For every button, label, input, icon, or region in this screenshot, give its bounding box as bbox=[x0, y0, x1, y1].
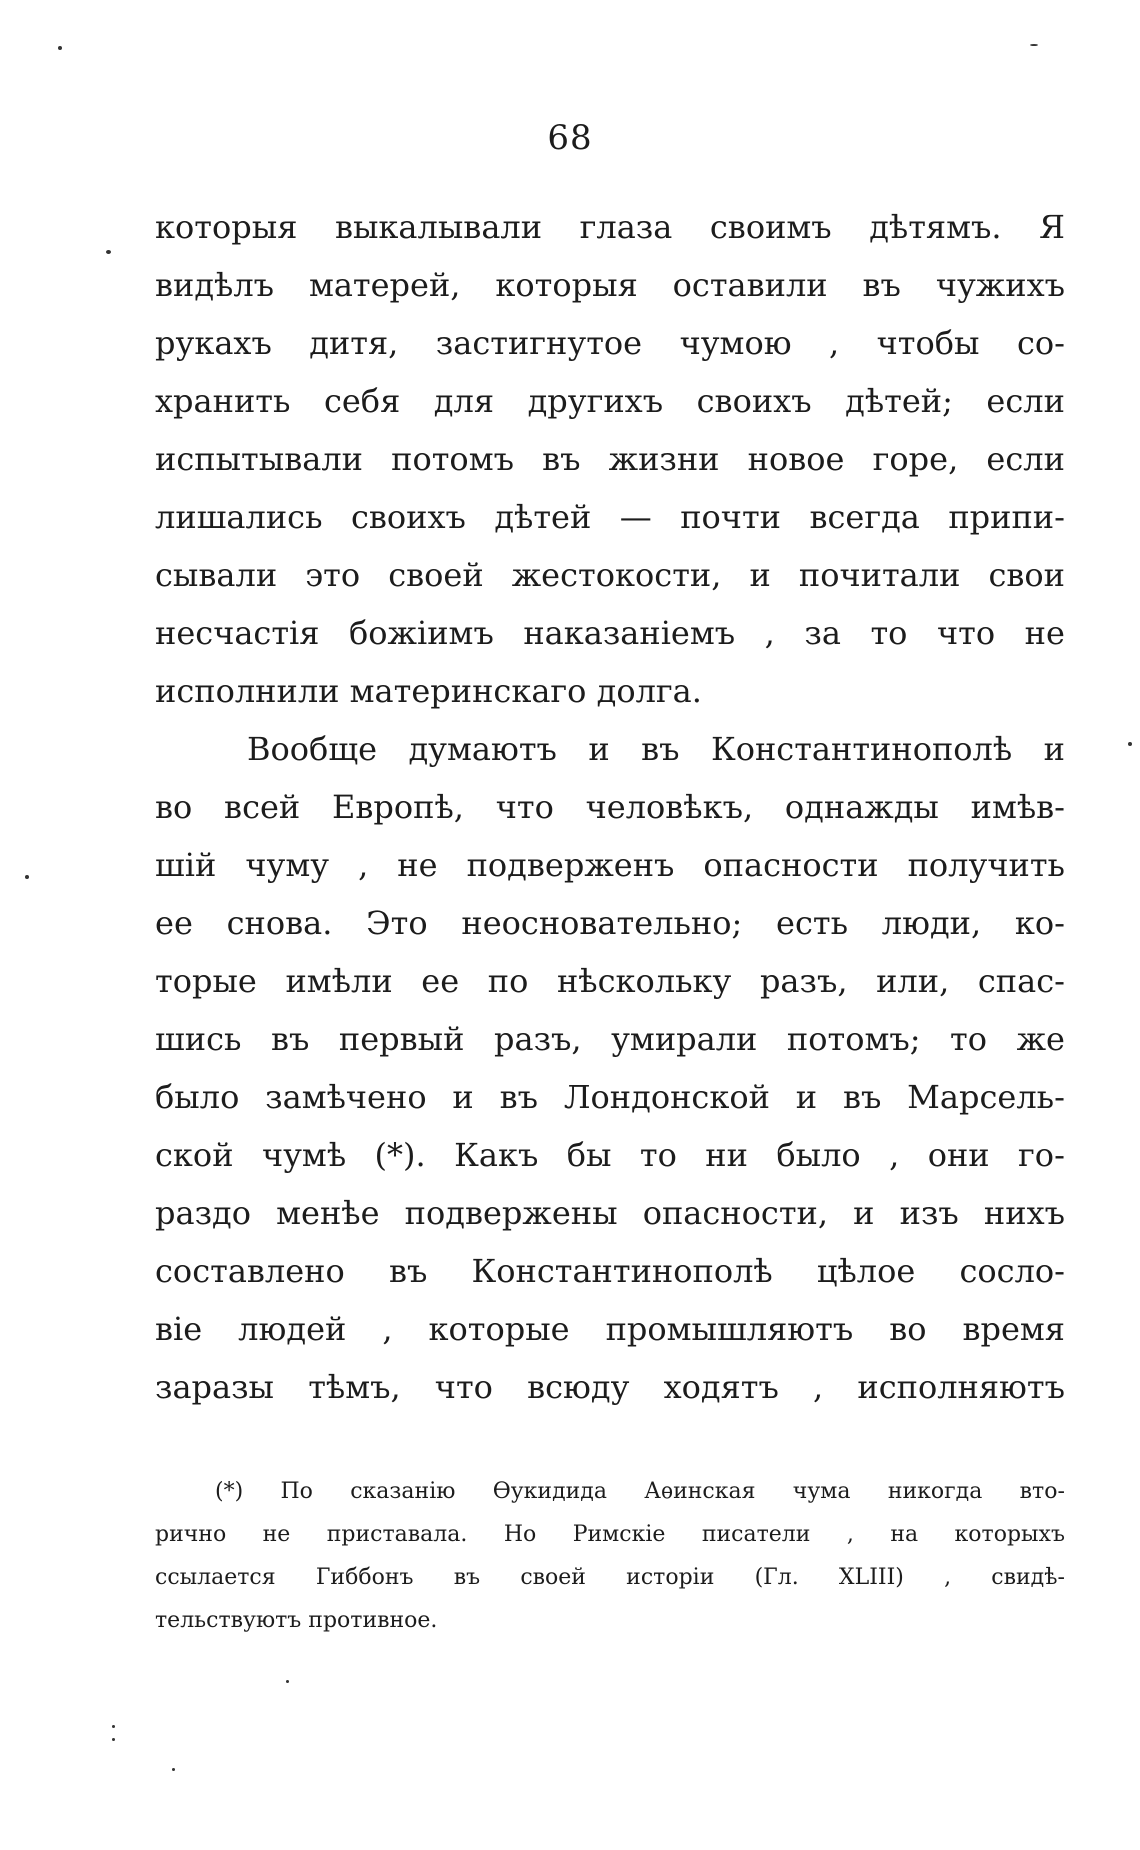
page-number: 68 bbox=[547, 118, 593, 158]
text-line: которыя выкалывали глаза своимъ дѣтямъ. Я bbox=[155, 208, 1065, 246]
text-line: хранить себя для другихъ своихъ дѣтей; если bbox=[155, 382, 1065, 420]
footnote bbox=[155, 1470, 1065, 1642]
text-line: несчастія божіимъ наказаніемъ , за то что не bbox=[155, 614, 1065, 652]
text-line: сывали это своей жестокости, и почитали свои bbox=[155, 556, 1065, 594]
text-line: испытывали потомъ въ жизни новое горе, если bbox=[155, 440, 1065, 478]
text-line: видѣлъ матерей, которыя оставили въ чужихъ bbox=[155, 266, 1065, 304]
scan-speck bbox=[106, 250, 111, 254]
text-line: рукахъ дитя, застигнутое чумою , чтобы со- bbox=[155, 324, 1065, 362]
main-text bbox=[155, 198, 1065, 1416]
scan-speck bbox=[112, 1738, 115, 1741]
text-line: лишались своихъ дѣтей — почти всегда припи- bbox=[155, 498, 1065, 536]
text-line: во всей Европѣ, что человѣкъ, однажды имѣв- bbox=[155, 788, 1065, 826]
footnote-line: рично не приставала. Но Римскіе писатели , на которыхъ bbox=[155, 1522, 1065, 1547]
scan-speck bbox=[1030, 44, 1038, 46]
text-line: раздо менѣе подвержены опасности, и изъ нихъ bbox=[155, 1194, 1065, 1232]
text-line: торые имѣли ее по нѣскольку разъ, или, спас- bbox=[155, 962, 1065, 1000]
text-line: ской чумѣ (*). Какъ бы то ни было , они го- bbox=[155, 1136, 1065, 1174]
text-line: шій чуму , не подверженъ опасности получить bbox=[155, 846, 1065, 884]
footnote-line: ссылается Гиббонъ въ своей исторіи (Гл. XLIII) , свидѣ- bbox=[155, 1565, 1065, 1590]
paragraph-1 bbox=[155, 198, 1065, 720]
text-line: заразы тѣмъ, что всюду ходятъ , исполняютъ bbox=[155, 1368, 1065, 1406]
scan-speck bbox=[172, 1768, 175, 1771]
text-line: было замѣчено и въ Лондонской и въ Марсель- bbox=[155, 1078, 1065, 1116]
text-line: ее снова. Это неосновательно; есть люди, ко- bbox=[155, 904, 1065, 942]
footnote-line: (*) По сказанію Ѳукидида Аѳинская чума никогда вто- bbox=[215, 1479, 1065, 1504]
scan-speck bbox=[112, 1725, 115, 1728]
text-line: Вообще думаютъ и въ Константинополѣ и bbox=[247, 730, 1065, 768]
scan-speck bbox=[286, 1680, 289, 1683]
text-line: составлено въ Константинополѣ цѣлое сосло- bbox=[155, 1252, 1065, 1290]
paragraph-2 bbox=[155, 720, 1065, 1416]
footnote-line: тельствуютъ противное. bbox=[155, 1608, 438, 1633]
scan-speck bbox=[58, 46, 62, 50]
text-line: віе людей , которые промышляютъ во время bbox=[155, 1310, 1065, 1348]
text-line: исполнили материнскаго долга. bbox=[155, 672, 702, 710]
scan-speck bbox=[25, 875, 29, 879]
scan-speck bbox=[1128, 742, 1132, 746]
text-line: шись въ первый разъ, умирали потомъ; то же bbox=[155, 1020, 1065, 1058]
